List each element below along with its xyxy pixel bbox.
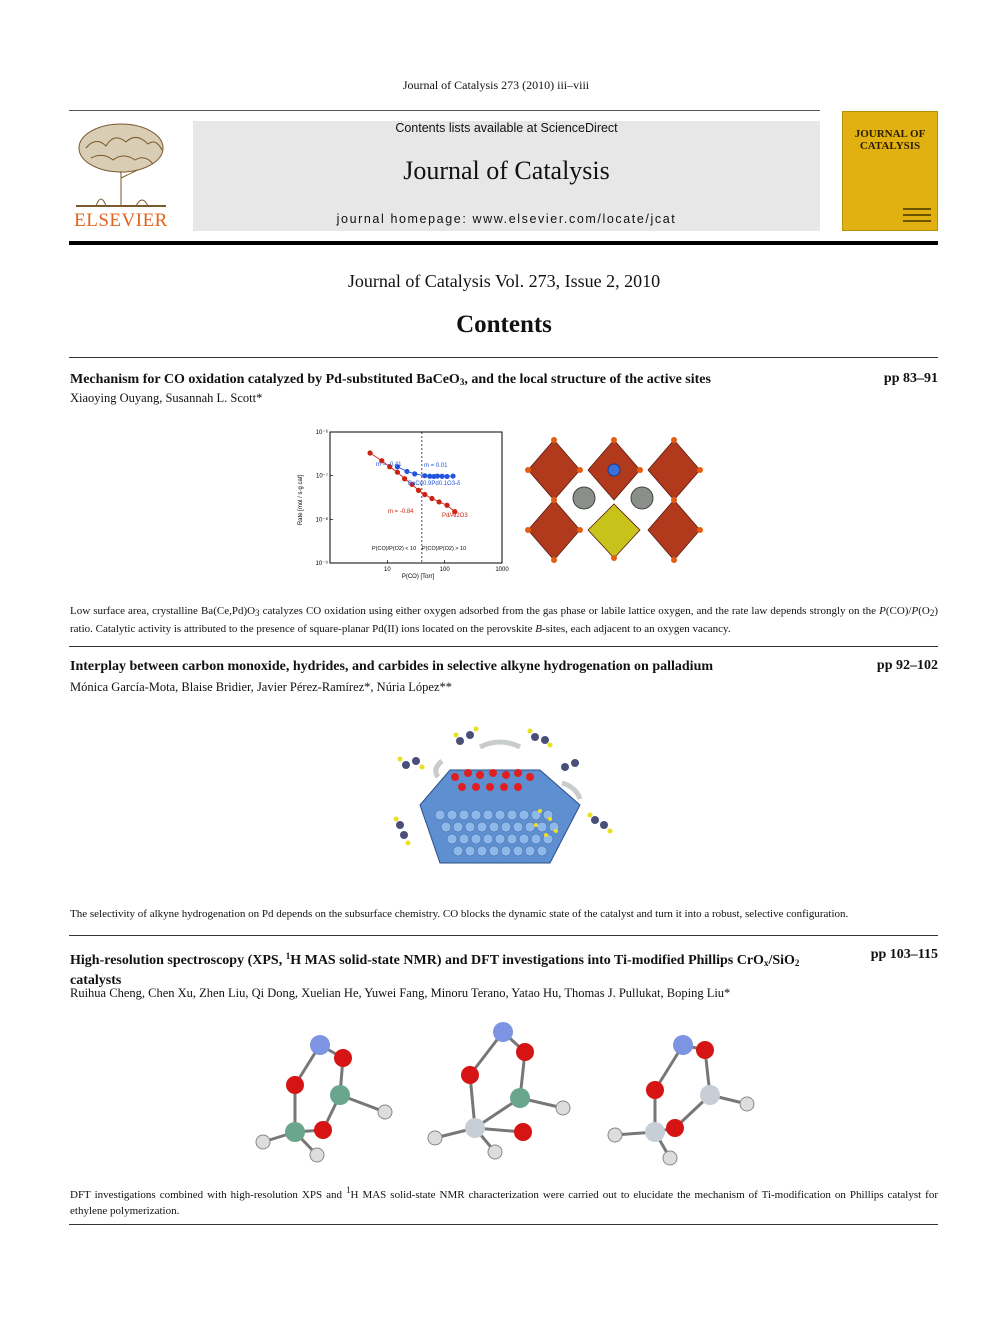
article-title-2[interactable]: Interplay between carbon monoxide, hydrides, and carbides in selective alkyne hydrogenation on palladium <box>70 659 714 674</box>
abstract-superscript: 1 <box>345 1185 351 1195</box>
slope-annotation-blue2: m = 0.01 <box>424 463 448 469</box>
cover-decoration <box>903 208 931 226</box>
legend-pd-al2o3: Pd/Al2O3 <box>442 513 468 519</box>
x-tick-label: 1000 <box>495 567 509 573</box>
contents-heading: Contents <box>456 311 552 338</box>
abstract-text: H MAS solid-state NMR characterization were carried out to elucidate the mechanism of Ti-modification on Phillips catalyst for ethylene polymerization. <box>70 1189 938 1217</box>
issue-line: Journal of Catalysis Vol. 273, Issue 2, 2010 <box>347 271 661 291</box>
slope-annotation-blue1: m = -0.41 <box>376 462 402 468</box>
data-point-1 <box>429 496 434 501</box>
legend-bacepdo: BaCe0.9Pd0.1O3-δ <box>408 481 461 487</box>
divider <box>69 357 938 358</box>
data-point-1 <box>422 492 427 497</box>
pd-nanoparticle-image <box>380 715 630 870</box>
title-subscript: 2 <box>794 958 800 968</box>
title-text: /SiO <box>768 953 795 968</box>
data-point-0 <box>404 469 409 474</box>
data-point-1 <box>416 488 421 493</box>
elsevier-tree-icon <box>66 118 176 210</box>
article-pages-1[interactable]: pp 83–91 <box>883 371 938 386</box>
y-tick-label: 10⁻⁸ <box>315 517 328 524</box>
title-subscript: x <box>763 958 769 968</box>
abstract-text: DFT investigations combined with high-resolution XPS and <box>70 1189 346 1201</box>
y-axis-label: Rate [mol / s·g cat] <box>298 474 304 526</box>
journal-homepage-link[interactable]: journal homepage: www.elsevier.com/locate/jcat <box>336 212 677 226</box>
data-point-1 <box>367 450 372 455</box>
article-title-3[interactable] <box>70 947 840 990</box>
contents-lists-note: Contents lists available at ScienceDirect <box>395 121 618 135</box>
header-rule <box>69 110 820 111</box>
journal-citation: Journal of Catalysis 273 (2010) iii–viii <box>402 78 590 92</box>
title-text: Mechanism for CO oxidation catalyzed by Pd-substituted BaCeO <box>70 372 460 387</box>
journal-header-box <box>193 121 820 231</box>
data-point-0 <box>422 473 427 478</box>
article-authors-1: Xiaoying Ouyang, Susannah L. Scott* <box>70 391 263 405</box>
rate-vs-pco-chart <box>296 420 512 585</box>
title-superscript: 1 <box>285 951 291 961</box>
title-text: catalysts <box>70 973 122 988</box>
data-point-0 <box>450 473 455 478</box>
data-point-0 <box>439 474 444 479</box>
slope-annotation-red: m = -0.84 <box>388 509 414 515</box>
divider <box>69 1224 938 1225</box>
article-abstract-3 <box>70 1182 938 1219</box>
abstract-subscript: 3 <box>255 608 260 618</box>
y-tick-label: 10⁻⁷ <box>315 473 328 480</box>
data-point-0 <box>444 474 449 479</box>
abstract-text: (O <box>918 605 930 617</box>
perovskite-structure-image <box>524 430 714 565</box>
y-tick-label: 10⁻⁶ <box>315 430 328 436</box>
journal-cover-image <box>842 111 938 231</box>
divider <box>69 935 938 936</box>
article-abstract-2: The selectivity of alkyne hydrogenation on Pd depends on the subsurface chemistry. CO blocks the dynamic state of the catalyst and turn it into a robust, selective configuration. <box>70 908 849 920</box>
article-abstract-1 <box>70 603 938 637</box>
title-subscript: 3 <box>459 377 465 387</box>
abstract-text: ) ratio. Catalytic activity is attributed to the presence of square-planar Pd(II) ions located on the perovskite <box>70 605 938 635</box>
title-text: High-resolution spectroscopy (XPS, <box>70 953 286 968</box>
x-axis-label: P(CO) [Torr] <box>401 574 435 580</box>
y-tick-label: 10⁻⁹ <box>315 561 328 567</box>
data-point-1 <box>444 503 449 508</box>
title-text: H MAS solid-state NMR) and DFT investigations into Ti-modified Phillips CrO <box>290 953 764 968</box>
abstract-italic: P <box>911 605 919 617</box>
x-tick-label: 10 <box>383 567 391 573</box>
x-tick-label: 100 <box>439 567 450 573</box>
data-point-1 <box>437 499 442 504</box>
journal-name: Journal of Catalysis <box>403 156 610 185</box>
abstract-subscript: 2 <box>929 608 935 618</box>
data-point-1 <box>402 476 407 481</box>
region-low-label: P(CO)/P(O2) < 10 <box>372 546 417 552</box>
region-high-label: P(CO)/P(O2) > 10 <box>422 546 467 552</box>
data-point-0 <box>412 471 417 476</box>
data-point-0 <box>435 473 440 478</box>
abstract-italic: B <box>535 623 542 635</box>
article-title-1[interactable] <box>70 371 840 391</box>
divider <box>69 646 938 647</box>
publisher-name: ELSEVIER <box>74 210 168 231</box>
abstract-italic: P <box>879 605 886 617</box>
elsevier-logo <box>66 118 176 234</box>
plot-area <box>330 432 502 563</box>
abstract-text: (CO)/ <box>885 605 912 617</box>
article-authors-2: Mónica García-Mota, Blaise Bridier, Javier Pérez-Ramírez*, Núria López** <box>70 680 452 694</box>
article-pages-2[interactable]: pp 92–102 <box>876 658 938 673</box>
abstract-text: -sites, each adjacent to an oxygen vacancy. <box>541 623 731 635</box>
abstract-text: catalyzes CO oxidation using either oxygen adsorbed from the gas phase or labile lattice oxygen, and the rate law depends strongly on the <box>259 605 880 617</box>
data-point-1 <box>395 470 400 475</box>
title-text: , and the local structure of the active sites <box>464 372 711 387</box>
cover-title: JOURNAL OF CATALYSIS <box>854 128 926 152</box>
abstract-text: Low surface area, crystalline Ba(Ce,Pd)O <box>70 605 256 617</box>
article-pages-3[interactable]: pp 103–115 <box>870 947 938 962</box>
article-authors-3: Ruihua Cheng, Chen Xu, Zhen Liu, Qi Dong, Xuelian He, Yuwei Fang, Minoru Terano, Yatao Hu, Thomas J. Pullukat, Boping Liu* <box>70 986 731 1000</box>
header-thick-rule <box>69 241 938 245</box>
dft-cluster-structures-image <box>245 1010 775 1175</box>
